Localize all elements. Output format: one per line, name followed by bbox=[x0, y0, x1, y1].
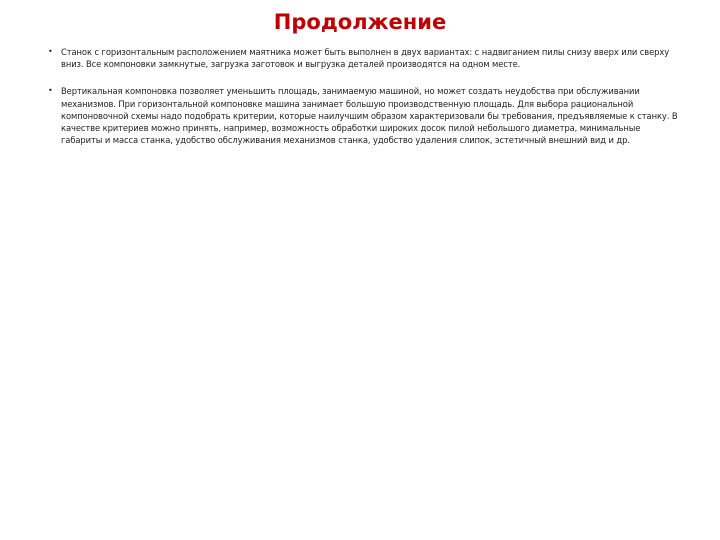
bullet-text-2: Вертикальная компоновка позволяет уменьшить площадь, занимаемую машиной, но может создать неудобства при обслуживании механизмов. При горизонтальной компоновке машина занимает большую производственную площадь. Для выбора рациональной компоновочной схемы надо подобрать критерии, которые наилучшим образом характеризовали бы требования, предъявляемые к станку. В качестве критериев можно принять, например, возможность обработки широких досок пилой небольшого диаметра, минимальные габариты и масса станка, удобство обслуживания механизмов станка, удобство удаления слипок, эстетичный внешний вид и др. bbox=[61, 86, 678, 146]
bullet-text-1: Станок с горизонтальным расположением маятника может быть выполнен в двух вариантах: с надвиганием пилы снизу вверх или сверху вниз. Все компоновки замкнутые, загрузка заготовок и выгрузка деталей производятся на одном месте. bbox=[61, 47, 670, 70]
slide-title: Продолжение bbox=[273, 10, 447, 34]
bullet-list bbox=[48, 46, 684, 161]
bullet-item-2 bbox=[48, 85, 684, 146]
bullet-icon: • bbox=[48, 47, 53, 56]
bullet-icon: • bbox=[48, 86, 53, 96]
bullet-item-1 bbox=[48, 46, 684, 70]
